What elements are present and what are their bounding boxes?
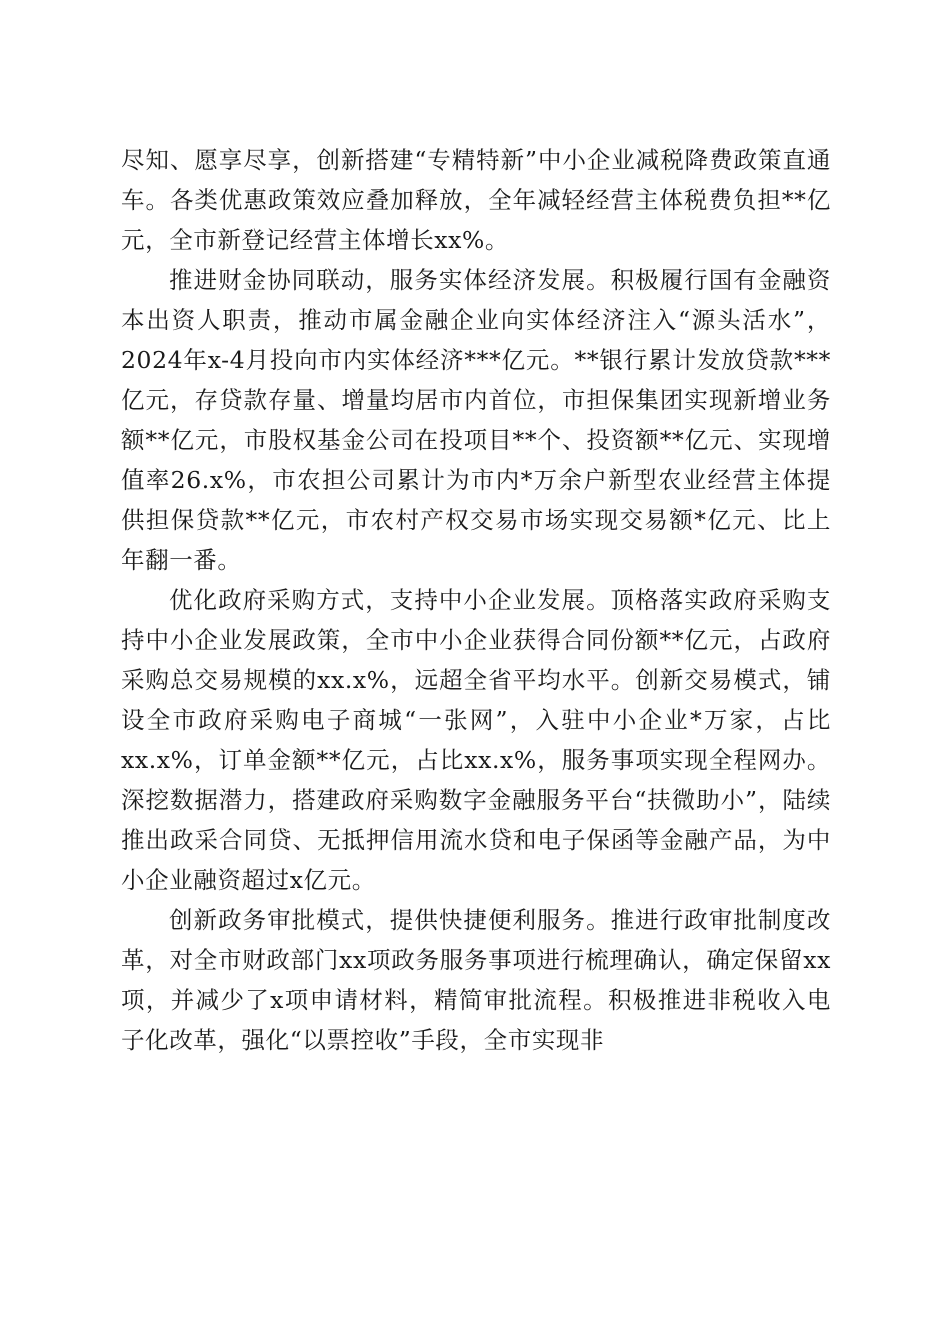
paragraph-government-procurement: 优化政府采购方式，支持中小企业发展。顶格落实政府采购支持中小企业发展政策，全市中小企业获得合同份额**亿元，占政府采购总交易规模的xx.x%，远超全省平均水平。创新交易模式，铺设全市政府采购电子商城“一张网”，入驻中小企业*万家，占比xx.x%，订单金额**亿元，占比xx.x%，服务事项实现全程网办。深挖数据潜力，搭建政府采购数字金融服务平台“扶微助小”，陆续推出政采合同贷、无抵押信用流水贷和电子保函等金融产品，为中小企业融资超过x亿元。 [121,586,831,894]
paragraph-approval-reform: 创新政务审批模式，提供快捷便利服务。推进行政审批制度改革，对全市财政部门xx项政务服务事项进行梳理确认，确定保留xx项，并减少了x项申请材料，精简审批流程。积极推进非税收入电子化改革，强化“以票控收”手段，全市实现非 [121,906,831,1054]
paragraph-fiscal-finance: 推进财金协同联动，服务实体经济发展。积极履行国有金融资本出资人职责，推动市属金融企业向实体经济注入“源头活水”，2024年x-4月投向市内实体经济***亿元。**银行累计发放贷款***亿元，存贷款存量、增量均居市内首位，市担保集团实现新增业务额**亿元，市股权基金公司在投项目**个、投资额**亿元、实现增值率26.x%，市农担公司累计为市内*万余户新型农业经营主体提供担保贷款**亿元，市农村产权交易市场实现交易额*亿元、比上年翻一番。 [121,266,831,574]
document-body [121,140,831,1060]
paragraph-continued: 尽知、愿享尽享，创新搭建“专精特新”中小企业减税降费政策直通车。各类优惠政策效应叠加释放，全年减轻经营主体税费负担**亿元，全市新登记经营主体增长xx%。 [121,146,831,254]
